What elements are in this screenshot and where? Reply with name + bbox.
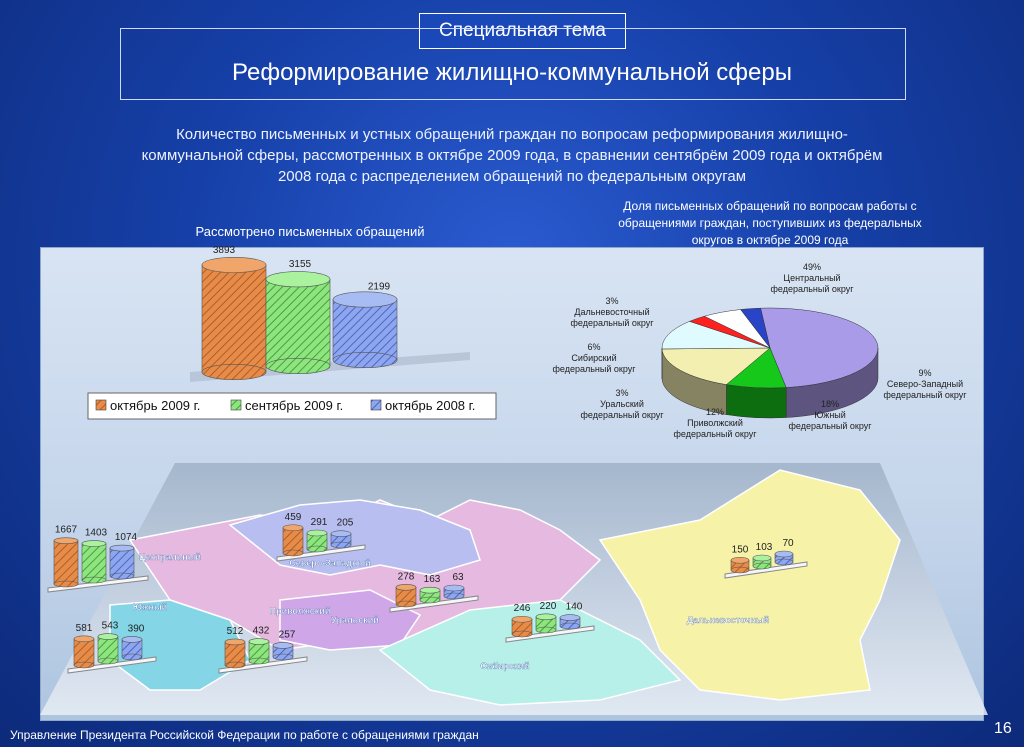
district-3-bar-2-base xyxy=(98,658,118,664)
district-4-bar-1-base xyxy=(225,662,245,668)
pie-pct-label-3: 18% xyxy=(820,399,840,409)
district-5-value-2: 163 xyxy=(423,574,441,586)
district-4-bar-3-top xyxy=(273,642,293,648)
district-5-value-3: 63 xyxy=(452,572,464,583)
district-name-5: Уральский xyxy=(331,615,379,625)
page-number: 16 xyxy=(994,720,1012,737)
legend-label-3: октябрь 2008 г. xyxy=(385,398,476,413)
district-7-bar-3-base xyxy=(775,559,793,565)
district-2-bar-3-top xyxy=(331,531,351,537)
district-name-4: Приволжский xyxy=(269,606,331,616)
district-1-bar-2-base xyxy=(82,577,106,583)
district-4-value-2: 432 xyxy=(252,625,270,637)
legend-label-2: сентябрь 2009 г. xyxy=(245,398,344,413)
district-5-bar-2-base xyxy=(420,597,440,603)
district-5-value-1: 278 xyxy=(397,571,415,583)
district-name-2: Северо-Западный xyxy=(289,558,371,568)
map-background xyxy=(40,463,988,715)
district-1-bar-3-top xyxy=(110,545,134,551)
district-2-bar-2-base xyxy=(307,546,327,552)
bar-2-top xyxy=(266,272,330,287)
pie-name-label-5: Уральский xyxy=(600,399,644,409)
district-4-value-1: 512 xyxy=(226,625,244,637)
pie-name-label-5-b: федеральный округ xyxy=(580,410,664,420)
district-6-value-1: 246 xyxy=(513,603,531,615)
district-1-bar-3-base xyxy=(110,573,134,579)
district-4-bar-1 xyxy=(225,642,245,665)
pie-name-label-2-b: федеральный округ xyxy=(883,390,967,400)
district-3-value-2: 543 xyxy=(101,620,119,632)
district-7-value-1: 150 xyxy=(731,544,749,556)
district-2-bar-1 xyxy=(283,528,303,553)
district-name-7: Дальневосточный xyxy=(686,615,770,625)
pie-name-label-7: Дальневосточный xyxy=(574,307,650,317)
district-5-bar-1-base xyxy=(396,601,416,607)
district-2-bar-2-top xyxy=(307,530,327,536)
special-topic-tag: Специальная тема xyxy=(419,13,626,49)
district-6-bar-2-top xyxy=(536,614,556,620)
district-3-value-3: 390 xyxy=(127,623,145,635)
pie-chart-title: Доля письменных обращений по вопросам работы с обращениями граждан, поступивших из федеральных округов в октябре 2009 года xyxy=(618,199,922,247)
pie-slice-side-2 xyxy=(726,385,786,418)
district-7-bar-3-top xyxy=(775,551,793,557)
district-1-bar-2-top xyxy=(82,541,106,547)
legend-swatch-2 xyxy=(231,400,241,410)
bar-value-label-1: 3893 xyxy=(212,244,236,256)
page-subtitle: Количество письменных и устных обращений граждан по вопросам реформирования жилищно-коммунальной сферы, рассмотренных в октябре 2009 года, в сравнении сентябрём 2009 года и октябрём 2008 года с распределением обращений по федеральным округам xyxy=(141,126,883,185)
main-bar-chart xyxy=(88,245,496,419)
legend-label-1: октябрь 2009 г. xyxy=(110,398,201,413)
legend-swatch-1 xyxy=(96,400,106,410)
district-4-value-3: 257 xyxy=(278,629,296,641)
district-7-bar-1-top xyxy=(731,557,749,563)
bar-legend xyxy=(88,393,496,419)
district-7-value-2: 103 xyxy=(755,542,773,553)
pie-name-label-6-b: федеральный округ xyxy=(552,364,636,374)
district-1-value-2: 1403 xyxy=(84,527,108,539)
pie-chart xyxy=(552,262,967,439)
district-3-value-1: 581 xyxy=(75,622,93,634)
district-3-bar-3-base xyxy=(122,654,142,660)
district-2-value-1: 459 xyxy=(284,511,302,523)
district-1-bar-3 xyxy=(110,548,134,576)
district-6-bar-2-base xyxy=(536,627,556,633)
district-name-3: Южный xyxy=(132,602,168,612)
bar-1-base xyxy=(202,364,266,379)
district-5-bar-1-top xyxy=(396,584,416,590)
pie-name-label-6: Сибирский xyxy=(571,353,617,363)
district-4-bar-2-base xyxy=(249,658,269,664)
pie-pct-label-1: 49% xyxy=(802,262,822,272)
district-6-bar-3-base xyxy=(560,623,580,629)
district-6-bar-1-base xyxy=(512,631,532,637)
district-6-value-3: 140 xyxy=(565,601,583,613)
district-2-bar-1-base xyxy=(283,550,303,556)
district-3-bar-2-top xyxy=(98,634,118,640)
district-name-6: Сибирский xyxy=(480,661,530,671)
district-2-value-3: 205 xyxy=(336,517,354,529)
bar-3 xyxy=(333,300,397,360)
district-1-value-1: 1667 xyxy=(54,524,78,536)
pie-name-label-3-b: федеральный округ xyxy=(788,421,872,431)
district-4-bar-2-top xyxy=(249,639,269,645)
district-6-bar-1-top xyxy=(512,616,532,622)
pie-name-label-3: Южный xyxy=(814,410,846,420)
pie-pct-label-6: 6% xyxy=(587,342,601,352)
district-2-bar-3-base xyxy=(331,542,351,548)
bar-value-label-3: 2199 xyxy=(367,281,391,293)
district-1-bar-1 xyxy=(54,541,78,584)
district-3-bar-3-top xyxy=(122,636,142,642)
district-4-bar-1-top xyxy=(225,639,245,645)
bar-3-top xyxy=(333,292,397,307)
district-3-bar-1-top xyxy=(74,636,94,642)
pie-pct-label-2: 9% xyxy=(918,368,932,378)
page-title: Реформирование жилищно-коммунальной сферы xyxy=(232,59,792,86)
district-6-value-2: 220 xyxy=(539,600,557,612)
pie-pct-label-7: 3% xyxy=(605,296,619,306)
district-6-bar-3-top xyxy=(560,615,580,621)
legend-swatch-3 xyxy=(371,400,381,410)
district-7-bar-1-base xyxy=(731,567,749,573)
district-4-bar-3-base xyxy=(273,654,293,660)
bar-value-label-2: 3155 xyxy=(288,259,312,271)
district-3-bar-1 xyxy=(74,639,94,665)
district-7-bar-2-base xyxy=(753,563,771,569)
district-1-bar-2 xyxy=(82,544,106,580)
bar-2-base xyxy=(266,358,330,373)
district-1-bar-1-base xyxy=(54,581,78,587)
district-5-bar-3-base xyxy=(444,593,464,599)
pie-name-label-4: Приволжский xyxy=(687,418,743,428)
district-1-bar-1-top xyxy=(54,538,78,544)
district-3-bar-2 xyxy=(98,637,118,661)
bar-1-top xyxy=(202,257,266,272)
district-7-bar-2-top xyxy=(753,555,771,561)
pie-name-label-4-b: федеральный округ xyxy=(673,429,757,439)
district-5-bar-3-top xyxy=(444,585,464,591)
bar-2 xyxy=(266,279,330,366)
pie-name-label-1-b: федеральный округ xyxy=(770,284,854,294)
bar-3-base xyxy=(333,352,397,367)
district-5-bar-2-top xyxy=(420,587,440,593)
pie-pct-label-4: 12% xyxy=(705,407,725,417)
bar-chart-title: Рассмотрено письменных обращений xyxy=(195,224,425,239)
district-7-value-3: 70 xyxy=(782,538,794,549)
district-name-1: Центральный xyxy=(139,552,201,562)
pie-name-label-7-b: федеральный округ xyxy=(570,318,654,328)
district-2-bar-1-top xyxy=(283,525,303,531)
district-2-value-2: 291 xyxy=(310,516,328,528)
district-1-value-3: 1074 xyxy=(114,532,138,544)
pie-name-label-1: Центральный xyxy=(783,273,841,283)
bar-1 xyxy=(202,265,266,372)
district-3-bar-1-base xyxy=(74,662,94,668)
pie-name-label-2: Северо-Западный xyxy=(886,379,964,389)
footer-org: Управление Президента Российской Федерации по работе с обращениями граждан xyxy=(10,728,479,742)
pie-pct-label-5: 3% xyxy=(615,388,629,398)
